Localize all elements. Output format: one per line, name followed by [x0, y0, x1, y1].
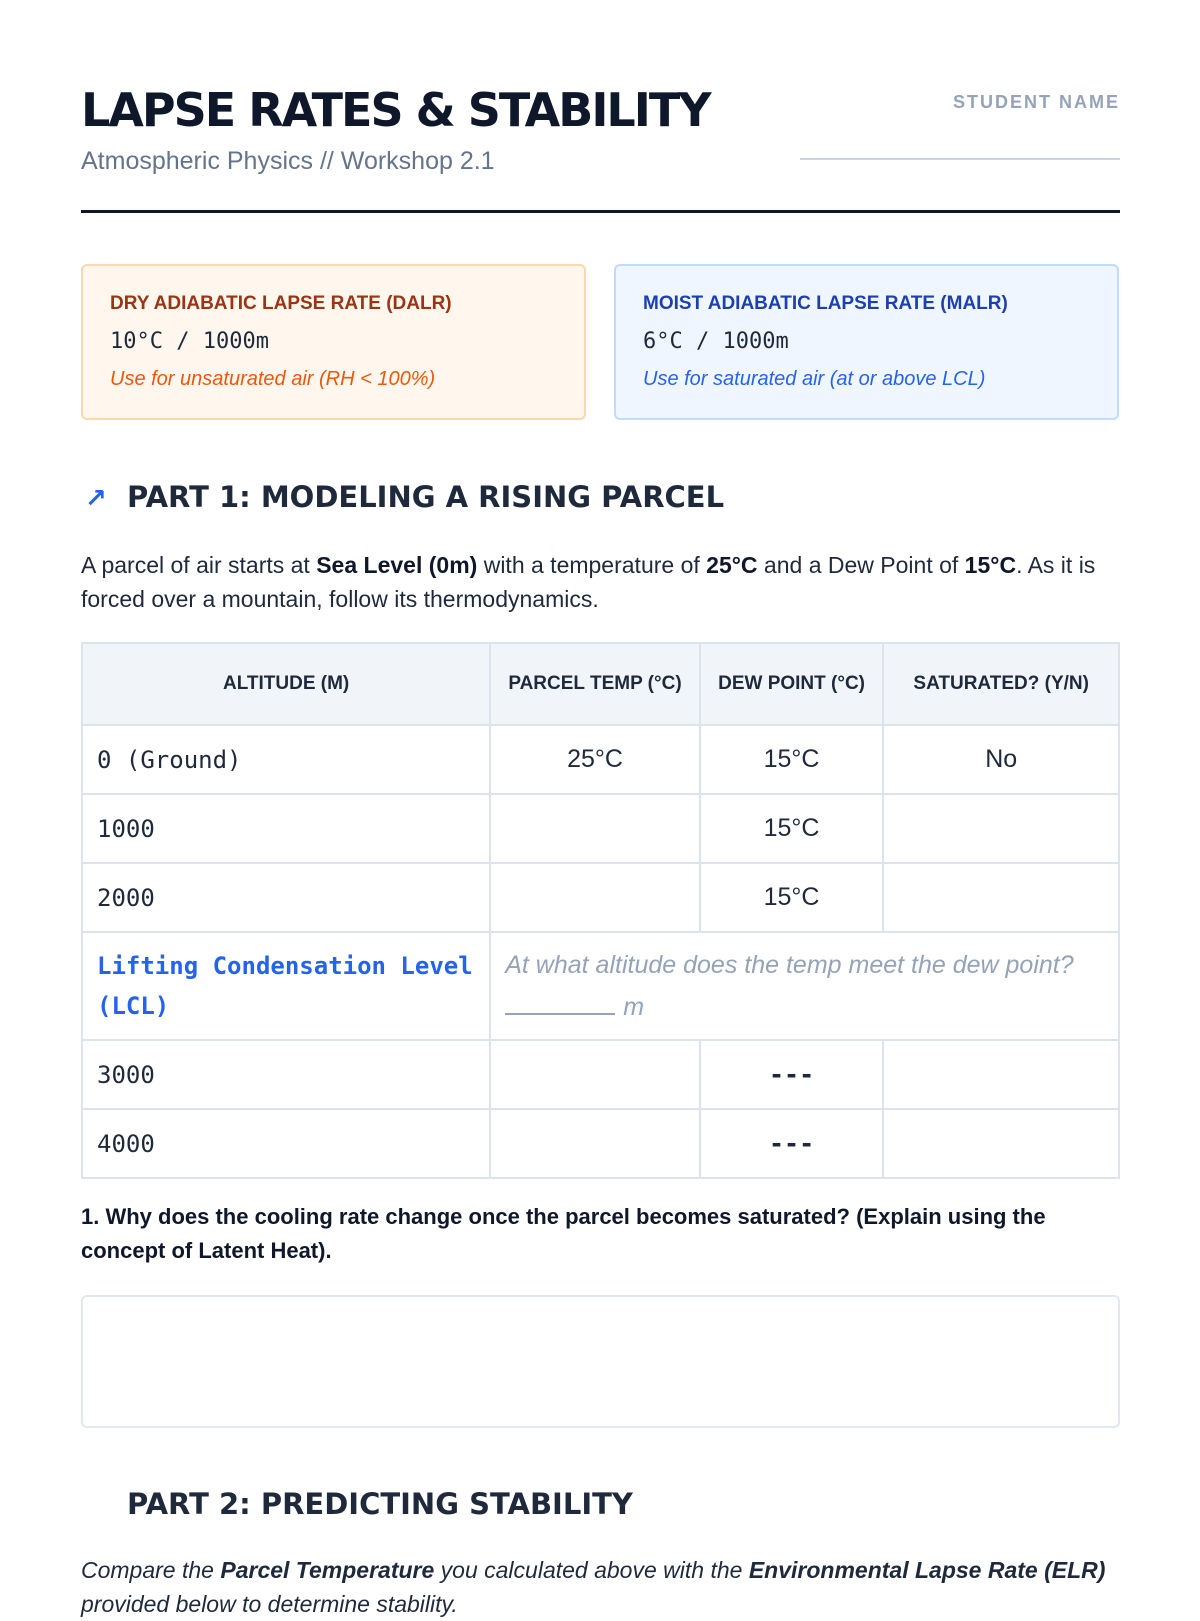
altitude-cell: 1000 [82, 794, 490, 863]
page-title: LAPSE RATES & STABILITY [81, 83, 710, 137]
dew-point-cell: 15°C [700, 794, 884, 863]
dalr-note: Use for unsaturated air (RH < 100%) [110, 368, 436, 390]
parcel-temp-input[interactable] [490, 863, 700, 932]
part1-heading [81, 477, 1120, 517]
table-row [82, 1040, 1119, 1109]
altitude-cell: 0 (Ground) [82, 725, 490, 794]
question-1: 1. Why does the cooling rate change once the parcel becomes saturated? (Explain using the concept of Latent Heat). [81, 1204, 1046, 1263]
part1-title: PART 1: MODELING A RISING PARCEL [127, 480, 725, 514]
malr-card [614, 264, 1119, 420]
malr-note: Use for saturated air (at or above LCL) [643, 368, 986, 390]
table-row [82, 794, 1119, 863]
part2-title: PART 2: PREDICTING STABILITY [127, 1487, 633, 1521]
header-dew-point: DEW POINT (°C) [700, 643, 884, 725]
lcl-prompt: At what altitude does the temp meet the dew point? [505, 951, 1074, 979]
page-subtitle: Atmospheric Physics // Workshop 2.1 [81, 147, 495, 175]
parcel-temp-input[interactable] [490, 1109, 700, 1178]
dew-point-cell: --- [700, 1040, 884, 1109]
table-row [82, 725, 1119, 794]
worksheet-page [81, 0, 1120, 1617]
parcel-temp-input[interactable] [490, 1040, 700, 1109]
dalr-rate: 10°C / 1000m [110, 329, 269, 354]
dalr-label: DRY ADIABATIC LAPSE RATE (DALR) [110, 293, 452, 314]
table-row [82, 863, 1119, 932]
saturated-input[interactable] [883, 1040, 1119, 1109]
saturated-cell: No [883, 725, 1119, 794]
dew-point-cell: --- [700, 1109, 884, 1178]
parcel-temp-cell: 25°C [490, 725, 700, 794]
part2-intro: Compare the Parcel Temperature you calculated above with the Environmental Lapse Rate (ELR) provided below to determine stability. [81, 1557, 1106, 1617]
lcl-altitude-input[interactable] [505, 985, 615, 1015]
lcl-row [82, 932, 1119, 1040]
table-row [82, 1109, 1119, 1178]
header-parcel-temp: PARCEL TEMP (°C) [490, 643, 700, 725]
table-header-row [82, 643, 1119, 725]
lcl-prompt-cell [490, 932, 1119, 1040]
lcl-label: Lifting Condensation Level (LCL) [82, 932, 490, 1040]
altitude-cell: 4000 [82, 1109, 490, 1178]
lcl-unit: m [623, 993, 645, 1021]
malr-label: MOIST ADIABATIC LAPSE RATE (MALR) [643, 293, 1008, 314]
arrow-up-right-icon: ↗ [85, 484, 107, 514]
parcel-table [81, 642, 1120, 1179]
dew-point-cell: 15°C [700, 725, 884, 794]
header-altitude: ALTITUDE (M) [82, 643, 490, 725]
part2-heading [81, 1484, 1120, 1524]
saturated-input[interactable] [883, 794, 1119, 863]
altitude-cell: 3000 [82, 1040, 490, 1109]
malr-rate: 6°C / 1000m [643, 329, 789, 354]
worksheet-header [81, 0, 1120, 213]
saturated-input[interactable] [883, 1109, 1119, 1178]
student-name-field[interactable] [800, 158, 1120, 160]
lapse-rate-cards [81, 264, 1120, 420]
student-name-label: STUDENT NAME [953, 92, 1120, 112]
dew-point-cell: 15°C [700, 863, 884, 932]
part1-intro: A parcel of air starts at Sea Level (0m) with a temperature of 25°C and a Dew Point of 15°C. As it is forced over a mountain, follow its thermodynamics. [81, 552, 1096, 612]
parcel-temp-input[interactable] [490, 794, 700, 863]
header-saturated: SATURATED? (Y/N) [883, 643, 1119, 725]
answer-box-1[interactable] [81, 1295, 1120, 1428]
dalr-card [81, 264, 586, 420]
saturated-input[interactable] [883, 863, 1119, 932]
altitude-cell: 2000 [82, 863, 490, 932]
